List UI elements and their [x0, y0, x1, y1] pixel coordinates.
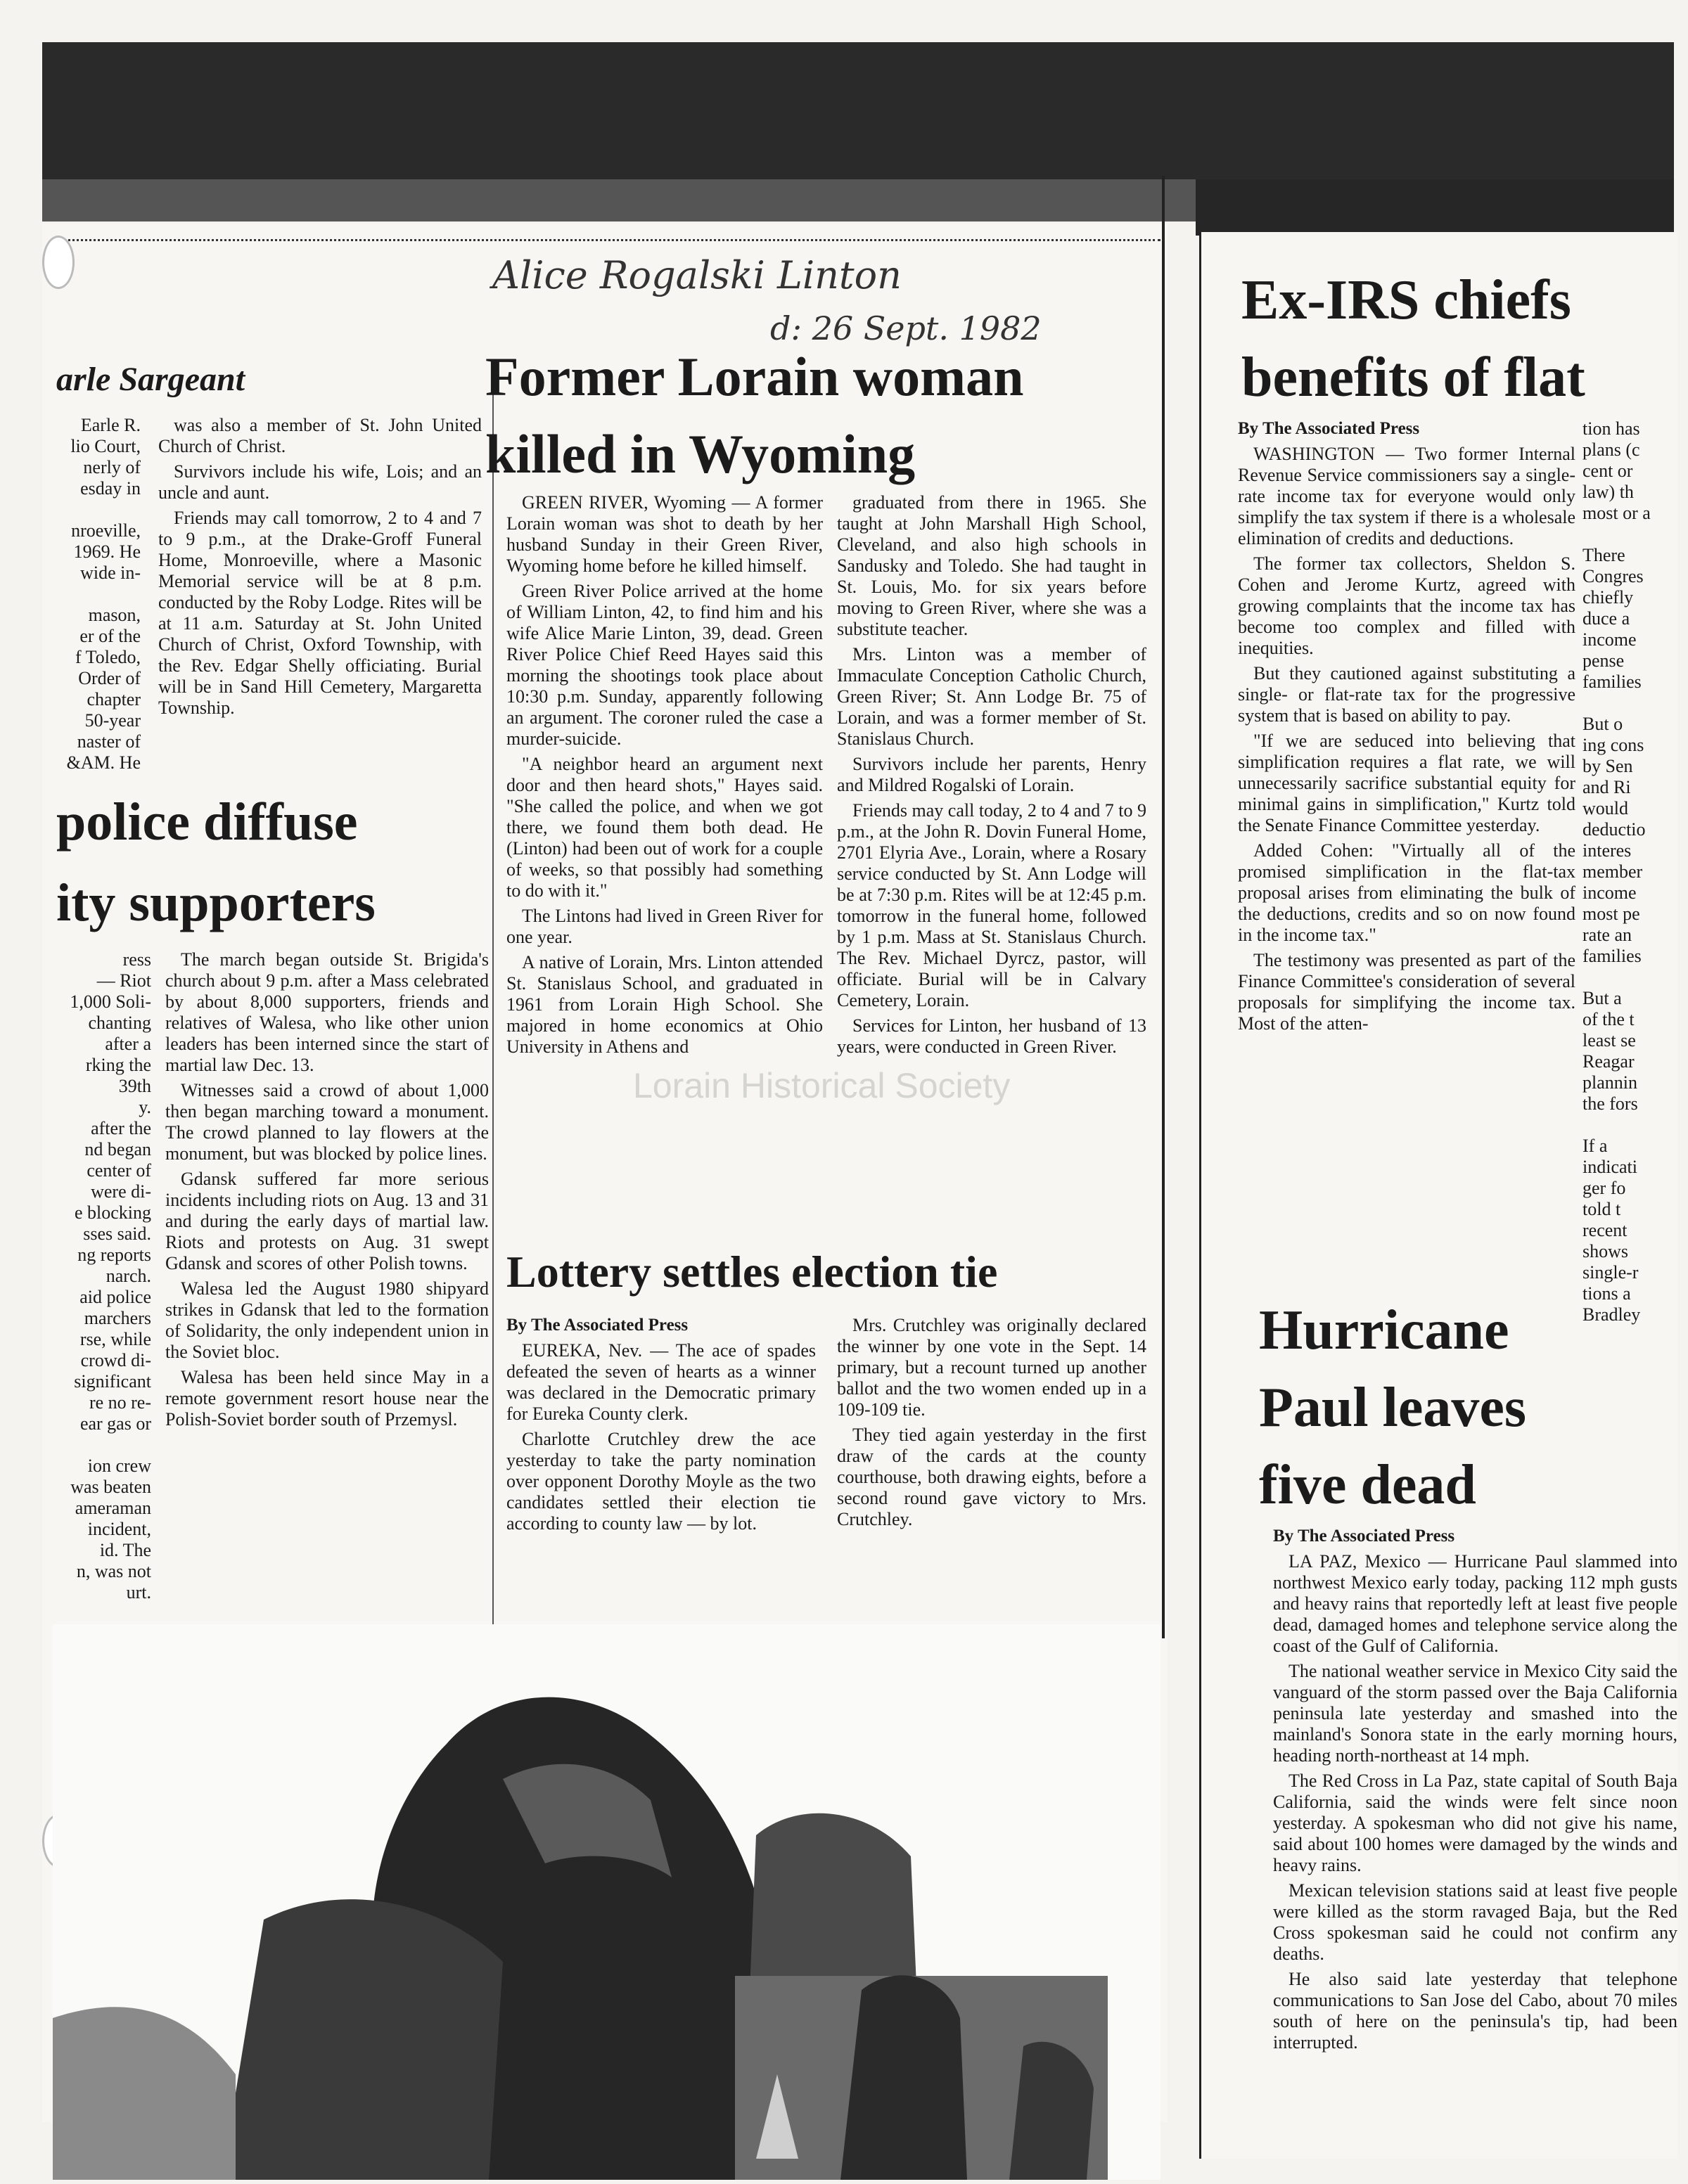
police-headline-2: ity supporters	[56, 873, 376, 932]
text-line: families	[1582, 946, 1642, 966]
paragraph: Services for Linton, her husband of 13 years, were conducted in Green River.	[837, 1015, 1146, 1057]
text-line: rate an	[1582, 925, 1632, 945]
text-line: There	[1582, 545, 1625, 565]
text-line: ion crew	[87, 1456, 151, 1476]
text-line	[1582, 524, 1674, 545]
lottery-headline: Lottery settles election tie	[506, 1247, 998, 1297]
irs-byline: By The Associated Press	[1238, 419, 1420, 438]
text-line: tion has	[1582, 418, 1640, 439]
text-line: of the t	[1582, 1009, 1635, 1029]
paragraph: "If we are seduced into believing that simplification requires a flat rate, we will unnecessarily sacrifice substantial equity for minimal gains in simplification," Kurtz told the Senate Finance Committee yesterday.	[1238, 731, 1575, 835]
text-line: most pe	[1582, 904, 1640, 924]
text-line: cent or	[1582, 461, 1633, 481]
text-line: 39th	[118, 1076, 151, 1096]
text-line: law) th	[1582, 482, 1634, 502]
paragraph: They tied again yesterday in the first draw of the cards at the county courthouse, both drawing eights, before a second round gave victory to Mrs. Crutchley.	[837, 1425, 1146, 1529]
text-line: would	[1582, 798, 1628, 818]
text-line: &AM. He	[66, 752, 141, 773]
police-headline-1: police diffuse	[56, 792, 358, 852]
text-line: income	[1582, 882, 1637, 903]
text-line: chiefly	[1582, 587, 1634, 608]
irs-headline-1: Ex-IRS chiefs	[1241, 269, 1571, 331]
text-line: Earle R.	[80, 415, 141, 435]
paragraph: LA PAZ, Mexico — Hurricane Paul slammed into northwest Mexico early today, packing 112 mph gusts and heavy rains that reportedly left at least five people dead, damaged homes and telephone service along the coast of the Gulf of California.	[1273, 1551, 1677, 1656]
text-line: recent	[1582, 1220, 1628, 1240]
text-line: pense	[1582, 650, 1625, 671]
paragraph: GREEN RIVER, Wyoming — A former Lorain woman was shot to death by her husband Sunday in their Green River, Wyoming home before he killed himself.	[506, 492, 823, 576]
paragraph: The march began outside St. Brigida's church about 9 p.m. after a Mass celebrated by about 8,000 supporters, friends and relatives of Walesa, who like other union leaders has been interned since the start of martial law Dec. 13.	[165, 949, 489, 1075]
text-line: duce a	[1582, 608, 1630, 629]
text-line: esday in	[80, 478, 141, 499]
linton-headline-2: killed in Wyoming	[485, 423, 916, 484]
text-line: rking the	[85, 1055, 151, 1075]
text-line	[1582, 967, 1674, 988]
text-line: er of the	[79, 626, 141, 646]
paragraph: The Red Cross in La Paz, state capital of South Baja California, said the winds were felt since noon yesterday. A spokesman who did not give his name, said about 100 homes were damaged by the winds and heavy rains.	[1273, 1771, 1677, 1875]
text-line: mason,	[88, 605, 141, 625]
text-line: ing cons	[1582, 735, 1644, 755]
paragraph: graduated from there in 1965. She taught at John Marshall High School, Cleveland, and also high schools in Sandusky and Toledo. She had taught in St. Louis, Mo. for six years before moving to Green River, where she was a substitute teacher.	[837, 492, 1146, 639]
text-line: narch.	[106, 1266, 151, 1286]
text-line: interes	[1582, 840, 1632, 861]
paragraph: The national weather service in Mexico City said the vanguard of the storm passed over the Baja California peninsula late yesterday and smashed into the mainland's Sonora state in the early morning hours, heading north-northeast at 14 mph.	[1273, 1661, 1677, 1766]
hurricane-byline: By The Associated Press	[1273, 1527, 1455, 1546]
text-line: after a	[105, 1034, 151, 1054]
text-line: If a	[1582, 1136, 1608, 1156]
paragraph: Added Cohen: "Virtually all of the promised simplification in the flat-tax proposal arises from eliminating the bulk of the deductions, credits and so on now found in the income tax."	[1238, 840, 1575, 945]
text-line: chapter	[87, 689, 141, 709]
text-line: told t	[1582, 1199, 1621, 1219]
text-line: 1969. He	[73, 541, 141, 562]
text-line: 50-year	[84, 710, 141, 731]
text-line: was beaten	[70, 1477, 151, 1497]
linton-column-2	[837, 492, 1146, 1062]
hurricane-headline-3: five dead	[1259, 1454, 1476, 1516]
text-line: Reagar	[1582, 1051, 1635, 1072]
perforation-line	[63, 239, 1160, 241]
text-line: ress	[122, 949, 151, 970]
text-line: marchers	[84, 1308, 151, 1328]
paragraph: Survivors include her parents, Henry and Mildred Rogalski of Lorain.	[837, 754, 1146, 795]
text-line: lio Court,	[70, 436, 141, 456]
text-line: crowd di-	[80, 1350, 151, 1370]
paragraph: "A neighbor heard an argument next door and then heard shots," Hayes said. "She called the police, and when we got there, we found them both dead. He (Linton) had been out of work for a couple of weeks, so that possibly had something to do with it."	[506, 754, 823, 901]
paragraph: was also a member of St. John United Church of Christ.	[158, 415, 482, 456]
paragraph: The former tax collectors, Sheldon S. Cohen and Jerome Kurtz, agreed with growing complaints that the income tax has become too complex and filled with inequities.	[1238, 553, 1575, 658]
text-line: e blocking	[74, 1202, 151, 1223]
irs-column-1	[1238, 418, 1575, 1039]
text-line: 1,000 Soli-	[70, 991, 151, 1012]
text-line: Order of	[78, 668, 141, 688]
text-line: nroeville,	[71, 520, 141, 541]
text-line: the fors	[1582, 1093, 1638, 1114]
news-photo	[53, 1624, 1160, 2180]
paragraph: But they cautioned against substituting a single- or flat-rate tax for the progressive system that is based on ability to pay.	[1238, 663, 1575, 726]
text-line: after the	[91, 1118, 151, 1138]
paragraph: He also said late yesterday that telephone communications to San Jose del Cabo, about 70 miles south of here on the peninsula's tip, had been interrupted.	[1273, 1969, 1677, 2053]
handwritten-name: Alice Rogalski Linton	[492, 253, 902, 297]
text-line: ng reports	[77, 1245, 151, 1265]
paragraph: Green River Police arrived at the home of William Linton, 42, to find him and his wife Alice Marie Linton, 39, dead. Green River Police Chief Reed Hayes said this morning the shootings took place about 10:30 p.m. Sunday, apparently following an argument. The coroner ruled the case a murder-suicide.	[506, 581, 823, 749]
text-line: nd began	[84, 1139, 151, 1160]
paragraph: EUREKA, Nev. — The ace of spades defeated the seven of hearts as a winner was declared in the Democratic primary for Eureka County clerk.	[506, 1340, 816, 1424]
scan-shadow-band	[42, 179, 1196, 221]
linton-column-1	[506, 492, 823, 1062]
text-line: plannin	[1582, 1072, 1637, 1093]
text-line: indicati	[1582, 1157, 1637, 1177]
paragraph: Walesa led the August 1980 shipyard strikes in Gdansk that led to the formation of Solidarity, the only independent union in the Soviet bloc.	[165, 1278, 489, 1362]
text-line: n, was not	[76, 1561, 151, 1581]
text-line	[53, 499, 141, 520]
sargeant-right-column	[158, 415, 482, 723]
hurricane-column	[1273, 1526, 1677, 2057]
text-line: ameraman	[75, 1498, 151, 1518]
paragraph: Friends may call today, 2 to 4 and 7 to 9 p.m., at the John R. Dovin Funeral Home, 2701 Elyria Ave., Lorain, where a Rosary service conducted by St. Ann Lodge will be at 7:30 p.m. Rites will be at 12:45 p.m. tomorrow in the funeral home, followed by 1 p.m. Mass at St. Stanislaus Church. The Rev. Michael Dyrcz, pastor, will officiate. Burial will be in Calvary Cemetery, Lorain.	[837, 800, 1146, 1010]
text-line: least se	[1582, 1030, 1636, 1051]
paragraph: Survivors include his wife, Lois; and an uncle and aunt.	[158, 461, 482, 503]
text-line: plans (c	[1582, 439, 1640, 460]
paragraph: Charlotte Crutchley drew the ace yesterday to take the party nomination over opponent Dorothy Moyle as the two candidates settled their election tie according to county law — by lot.	[506, 1429, 816, 1534]
paragraph: Friends may call tomorrow, 2 to 4 and 7 to 9 p.m., at the Drake-Groff Funeral Home, Monroeville, where a Masonic Memorial service will be at 8 p.m. conducted by the Roby Lodge. Rites will be at 11 a.m. Saturday at St. John United Church of Christ, Oxford Township, with the Rev. Edgar Shelly officiating. Burial will be in Sand Hill Cemetery, Margaretta Township.	[158, 508, 482, 718]
paragraph: Mexican television stations said at least five people were killed as the storm ravaged Baja, but the Red Cross spokesman said he could not confirm any deaths.	[1273, 1880, 1677, 1964]
text-line: Bradley	[1582, 1304, 1641, 1325]
binder-hole-top	[42, 236, 75, 289]
hurricane-headline-1: Hurricane	[1259, 1299, 1509, 1361]
paragraph: The testimony was presented as part of the Finance Committee's consideration of several proposals for simplifying the income tax. Most of the atten-	[1238, 950, 1575, 1034]
text-line: income	[1582, 629, 1637, 650]
paragraph: Walesa has been held since May in a remote government resort house near the Polish-Soviet border south of Przemysl.	[165, 1367, 489, 1430]
paragraph: Mrs. Linton was a member of Immaculate Conception Catholic Church, Green River; St. Ann Lodge Br. 75 of Lorain, and was a former member of St. Stanislaus Church.	[837, 644, 1146, 749]
paragraph: WASHINGTON — Two former Internal Revenue Service commissioners say a single-rate income tax for everyone would only simplify the tax system if there is a wholesale elimination of credits and deductions.	[1238, 444, 1575, 548]
text-line: member	[1582, 861, 1643, 882]
text-line: wide in-	[80, 563, 141, 583]
text-line: — Riot	[96, 970, 151, 991]
paragraph: A native of Lorain, Mrs. Linton attended St. Stanislaus School, and graduated in 1961 from Lorain High School. She majored in home economics at Ohio University in Athens and	[506, 952, 823, 1057]
clipping-border-right	[1162, 176, 1165, 1638]
sargeant-left-column	[53, 415, 141, 773]
paragraph: Gdansk suffered far more serious incidents including riots on Aug. 13 and 31 and during the early days of martial law. Riots and protests on Aug. 31 swept Gdansk and scores of other Polish towns.	[165, 1169, 489, 1273]
sargeant-headline: arle Sargeant	[56, 361, 245, 398]
text-line: aid police	[79, 1287, 151, 1307]
text-line: re no re-	[89, 1392, 151, 1413]
text-line: naster of	[77, 731, 141, 752]
scan-right-band	[1196, 179, 1674, 236]
irs-column-2	[1582, 418, 1674, 1325]
police-right-column	[165, 949, 489, 1434]
text-line: center of	[87, 1160, 151, 1181]
text-line: and Ri	[1582, 777, 1631, 797]
text-line: ear gas or	[79, 1413, 151, 1434]
text-line	[1582, 1115, 1674, 1136]
text-line: single-r	[1582, 1262, 1639, 1283]
text-line: id. The	[99, 1540, 151, 1560]
text-line: f Toledo,	[75, 647, 141, 667]
text-line: But o	[1582, 714, 1623, 734]
handwritten-death-date: d: 26 Sept. 1982	[770, 309, 1042, 347]
column-rule-1	[492, 394, 494, 1645]
text-line: ger fo	[1582, 1178, 1626, 1198]
text-line: shows	[1582, 1241, 1629, 1261]
linton-headline-1: Former Lorain woman	[485, 346, 1024, 407]
text-line: significant	[74, 1371, 151, 1392]
text-line: y.	[139, 1097, 151, 1117]
text-line: nerly of	[83, 457, 141, 477]
hurricane-headline-2: Paul leaves	[1259, 1377, 1526, 1439]
text-line: Congres	[1582, 566, 1644, 586]
text-line: But a	[1582, 988, 1622, 1008]
text-line: deductio	[1582, 819, 1646, 840]
police-left-column	[53, 949, 151, 1603]
paragraph: Mrs. Crutchley was originally declared the winner by one vote in the Sept. 14 primary, but a recount turned up another ballot and the two women ended up in a 109-109 tie.	[837, 1315, 1146, 1420]
text-line	[1582, 693, 1674, 714]
text-line: urt.	[126, 1582, 151, 1602]
irs-headline-2: benefits of flat	[1241, 347, 1585, 409]
paragraph: Witnesses said a crowd of about 1,000 then began marching toward a monument. The crowd planned to lay flowers at the monument, but was blocked by police lines.	[165, 1080, 489, 1164]
text-line: sses said.	[83, 1223, 151, 1244]
lottery-column-2	[837, 1315, 1146, 1534]
text-line: rse, while	[79, 1329, 151, 1349]
text-line: were di-	[91, 1181, 151, 1202]
text-line: chanting	[88, 1013, 151, 1033]
text-line: most or a	[1582, 503, 1651, 523]
text-line: incident,	[87, 1519, 151, 1539]
lottery-byline: By The Associated Press	[506, 1316, 689, 1335]
right-clipping-border	[1199, 232, 1201, 2159]
lottery-column-1	[506, 1315, 816, 1539]
paragraph: The Lintons had lived in Green River for one year.	[506, 906, 823, 947]
text-line: families	[1582, 672, 1642, 692]
text-line	[53, 1434, 151, 1456]
text-line	[53, 584, 141, 605]
text-line: by Sen	[1582, 756, 1633, 776]
watermark: Lorain Historical Society	[633, 1066, 1011, 1105]
text-line: tions a	[1582, 1283, 1631, 1304]
